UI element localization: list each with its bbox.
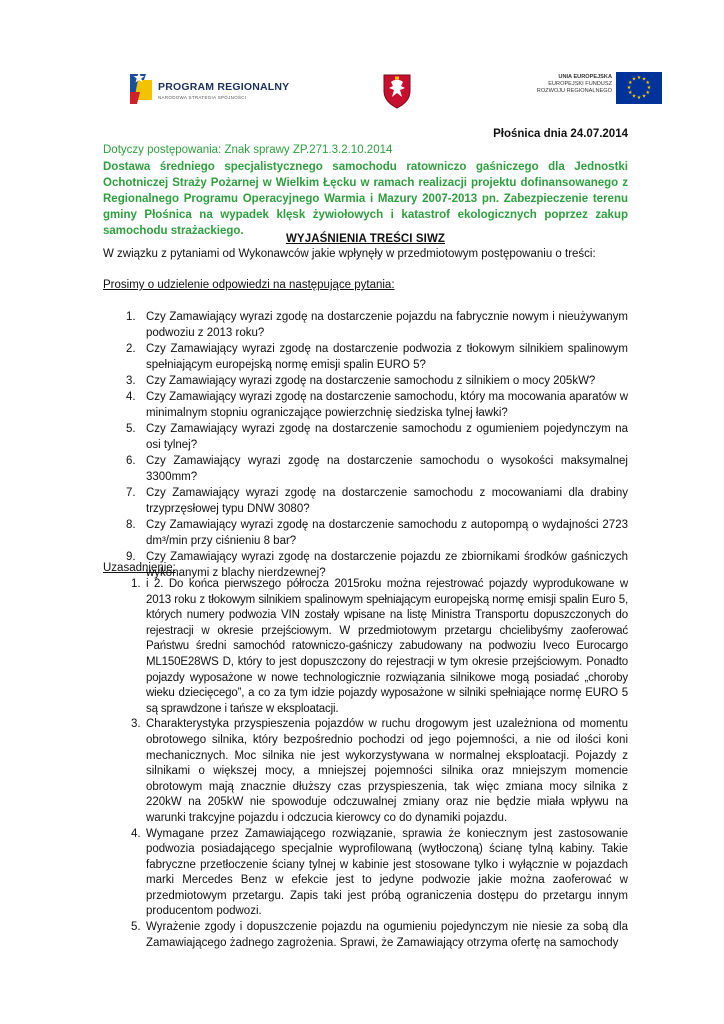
question-text: Czy Zamawiający wyrazi zgodę na dostarczenie samochodu o wysokości maksymalnej 3300mm? bbox=[146, 455, 628, 483]
question-number: 2. bbox=[126, 343, 136, 355]
program-logo-subtitle: NARODOWA STRATEGIA SPÓJNOŚCI bbox=[158, 95, 247, 100]
svg-text:★: ★ bbox=[631, 76, 637, 83]
procurement-subject: Dostawa średniego specjalistycznego samochodu ratowniczo gaśniczego dla Jednostki Ochotniczej Straży Pożarnej w Wielkim Łęcku w ramach realizacji projektu dofinansowanego z Regionalnego Programu Operacyjnego Warmia i Mazury 2007-2013 pn. Zabezpieczenie terenu gminy Płośnica na wypadek klęsk żywiołowych i katastrof ekologicznych poprzez zakup samochodu strażackiego. bbox=[103, 161, 628, 237]
question-text: Czy Zamawiający wyrazi zgodę na dostarczenie pojazdu na fabrycznie nowym i nieużywanym podwoziu z 2013 roku? bbox=[146, 311, 628, 339]
question-item bbox=[103, 389, 628, 421]
question-number: 5. bbox=[126, 423, 136, 435]
justification-number: 3. bbox=[131, 718, 141, 731]
question-text: Czy Zamawiający wyrazi zgodę na dostarczenie samochodu z ogumieniem pojedynczym na osi tylnej? bbox=[146, 423, 628, 451]
svg-text:★: ★ bbox=[645, 90, 650, 96]
justification-text: i 2. Do końca pierwszego półrocza 2015roku można rejestrować pojazdy wyprodukowane w 2013 roku z tłokowym silnikiem spalinowym spełniającym europejską normę emisji spalin Euro 5, których numery podwozia VIN zostały wpisane na listę Ministra Transportu dopuszczonych do rejestracji w okresie przejściowym. W przedmiotowym przetargu chcielibyśmy zaoferować Państwu średni samochód ratowniczo-gaśniczy zabudowany na podwoziu Iveco Eurocargo ML150E28WS D, który to jest dopuszczony do rejestracji w tym okresie przejściowym. Ponadto pojazdy wyposażone w nowe technologicznie rozwiązania silnikowe mogą posiadać „choroby wieku dziecięcego”, a co za tym idzie pojazdy wyposażone w silniki spełniające normę EURO 5 są sprawdzone i tańsze w eksploatacji. bbox=[146, 578, 628, 715]
svg-text:★: ★ bbox=[645, 80, 650, 86]
svg-text:★: ★ bbox=[628, 90, 633, 96]
question-number: 1. bbox=[126, 311, 136, 323]
program-regionalny-logo bbox=[128, 70, 290, 114]
question-item bbox=[103, 421, 628, 453]
justification-number: 4. bbox=[131, 827, 141, 840]
questions-list bbox=[103, 309, 628, 581]
svg-text:★: ★ bbox=[641, 76, 647, 83]
question-text: Czy Zamawiający wyrazi zgodę na dostarczenie podwozia z tłokowym silnikiem spalinowym spełniającym europejską normę emisji spalin EURO 5? bbox=[146, 343, 628, 371]
question-text: Czy Zamawiający wyrazi zgodę na dostarczenie samochodu z mocowaniami dla drabiny trzyprzęsłowej typu DNW 3080? bbox=[146, 487, 628, 515]
justification-item bbox=[103, 577, 628, 717]
justification-heading: Uzasadnienie: bbox=[103, 562, 176, 574]
question-number: 6. bbox=[126, 455, 136, 467]
question-number: 3. bbox=[126, 375, 136, 387]
warmia-mazury-coat-of-arms-icon bbox=[382, 73, 412, 109]
svg-text:★: ★ bbox=[641, 93, 647, 100]
justification-number: 5. bbox=[131, 921, 141, 934]
eu-flag-icon bbox=[616, 72, 662, 104]
svg-text:★: ★ bbox=[636, 95, 642, 101]
justification-item bbox=[103, 827, 628, 921]
question-text: Czy Zamawiający wyrazi zgodę na dostarczenie samochodu z silnikiem o mocy 205kW? bbox=[146, 375, 596, 387]
svg-text:★: ★ bbox=[646, 85, 652, 91]
eu-logo-line2: EUROPEJSKI FUNDUSZ bbox=[548, 81, 612, 88]
eu-logo-line3: ROZWOJU REGIONALNEGO bbox=[536, 88, 612, 95]
question-text: Czy Zamawiający wyrazi zgodę na dostarczenie samochodu, który ma mocowania aparatów w minimalnym stopniu ograniczające powierzchnię siedziska tylnej ławki? bbox=[146, 391, 628, 419]
justification-item bbox=[103, 717, 628, 826]
eu-logo-line1: UNIA EUROPEJSKA bbox=[558, 74, 612, 80]
page-title: WYJAŚNIENIA TREŚCI SIWZ bbox=[285, 233, 446, 245]
svg-text:★: ★ bbox=[631, 93, 637, 100]
document-date: Płośnica dnia 24.07.2014 bbox=[493, 128, 628, 140]
svg-text:★: ★ bbox=[636, 75, 642, 81]
question-item bbox=[103, 485, 628, 517]
question-item bbox=[103, 453, 628, 485]
eu-logo-text bbox=[537, 74, 612, 96]
svg-text:★: ★ bbox=[628, 80, 633, 86]
justification-number: 1. bbox=[131, 578, 141, 590]
program-regionalny-emblem-icon bbox=[128, 70, 154, 108]
question-item bbox=[103, 309, 628, 341]
justification-item bbox=[103, 920, 628, 951]
eu-fund-logo bbox=[534, 72, 662, 106]
justification-text: Wyrażenie zgody i dopuszczenie pojazdu na ogumieniu pojedynczym nie niesie za sobą dla Zamawiającego żadnego zagrożenia. Sprawi, że Zamawiający otrzyma ofertę na samochody bbox=[146, 921, 628, 949]
justification-list bbox=[103, 577, 628, 951]
intro-paragraph: W związku z pytaniami od Wykonawców jakie wpłynęły w przedmiotowym postępowaniu o treści: bbox=[103, 248, 596, 260]
question-number: 9. bbox=[126, 551, 136, 563]
justification-text: Charakterystyka przyspieszenia pojazdów w ruchu drogowym jest uzależniona od momentu obrotowego silnika, który bezpośrednio pochodzi od jego pojemności, a nie od ilości koni mechanicznych. Moc silnika nie jest wykorzystywana w normalnej eksploatacji. Pojazdy z silnikami o większej mocy, a mniejszej pojemności silnika oraz mniejszym momencie obrotowym mają znacznie dłuższy czas przyspieszenia, tak więc zmiana mocy silnika z 220kW na 205kW nie spowoduje odczuwalnej zmiany oraz nie będzie miała wpływu na warunki trakcyjne pojazdu i odczucia kierowcy co do dynamiki pojazdu. bbox=[146, 718, 628, 824]
question-number: 4. bbox=[126, 391, 136, 403]
case-reference: Dotyczy postępowania: Znak sprawy ZP.271.3.2.10.2014 bbox=[103, 144, 393, 156]
question-text: Czy Zamawiający wyrazi zgodę na dostarczenie samochodu z autopompą o wydajności 2723 dm³/min przy ciśnieniu 8 bar? bbox=[146, 519, 628, 547]
question-number: 7. bbox=[126, 487, 136, 499]
svg-text:★: ★ bbox=[626, 85, 632, 91]
justification-text: Wymagane przez Zamawiającego rozwiązanie, sprawia że koniecznym jest zastosowanie podwozia posiadającego specjalnie wyprofilowaną (wytłoczoną) ścianę tylną kabiny. Takie fabryczne przetłoczenie ściany tylnej w kabinie jest stosowane tylko i wyłącznie w pojazdach marki Mercedes Benz w efekcie jest to jedyne podwozie jakie można zaoferować w przedmiotowym przetargu. Zapis taki jest próbą ograniczenia dostępu do przetargu innym producentom podwozi. bbox=[146, 827, 628, 918]
question-text: Czy Zamawiający wyrazi zgodę na dostarczenie pojazdu ze zbiornikami środków gaśniczych wykonanymi z blachy nierdzewnej? bbox=[146, 551, 628, 579]
questions-prompt: Prosimy o udzielenie odpowiedzi na następujące pytania: bbox=[103, 279, 395, 291]
program-logo-title: PROGRAM REGIONALNY bbox=[158, 81, 290, 93]
question-item bbox=[103, 517, 628, 549]
question-item bbox=[103, 373, 628, 389]
question-item bbox=[103, 341, 628, 373]
question-number: 8. bbox=[126, 519, 136, 531]
